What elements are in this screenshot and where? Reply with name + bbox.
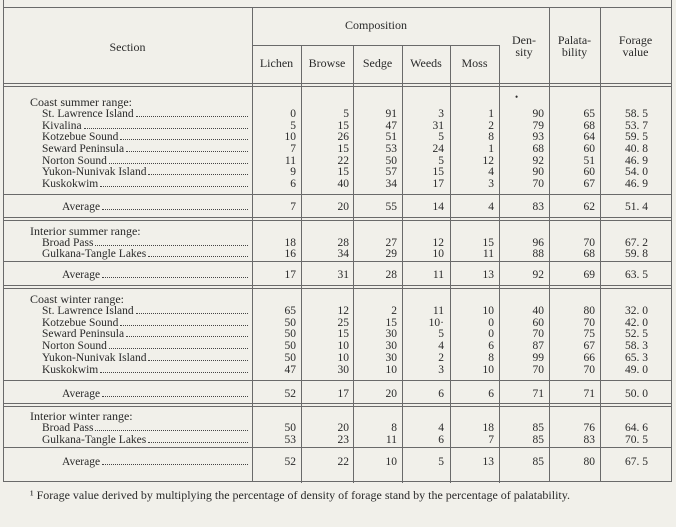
composition-header: Composition — [344, 18, 407, 32]
moss-value: 3 — [488, 178, 494, 190]
section-name: Norton Sound — [42, 340, 107, 352]
browse-value: 10 — [337, 352, 349, 364]
dot-leader — [120, 325, 248, 326]
lichen-value: 65 — [284, 305, 296, 317]
section-divider — [3, 217, 672, 221]
section-name: Seward Peninsula — [42, 328, 125, 340]
dot-leader — [148, 360, 248, 361]
browse-value: 15 — [337, 166, 349, 178]
lichen-value: 50 — [284, 352, 296, 364]
average-row — [0, 388, 676, 400]
palatability-header: Palata- bility — [557, 33, 592, 59]
table-row — [0, 305, 676, 317]
forage-value: 64. 6 — [625, 422, 648, 434]
dot-leader — [126, 336, 248, 337]
lichen-value: 16 — [284, 248, 296, 260]
dot-leader — [148, 174, 248, 175]
lichen-value: 52 — [284, 388, 296, 400]
section-name: St. Lawrence Island — [42, 305, 134, 317]
forage-value: 40. 8 — [625, 143, 648, 155]
dot-leader — [148, 442, 248, 443]
weeds-value: 10· — [428, 317, 444, 329]
weeds-value: 11 — [432, 305, 444, 317]
density-value: 87 — [532, 340, 544, 352]
lichen-value: 18 — [284, 237, 296, 249]
dot-leader — [148, 256, 248, 257]
browse-value: 28 — [337, 237, 349, 249]
average-rule — [3, 447, 672, 448]
average-rule — [3, 261, 672, 262]
forage-value: 53. 7 — [625, 120, 648, 132]
palatability-value: 70 — [583, 364, 595, 376]
density-value: 40 — [532, 305, 544, 317]
moss-value: 13 — [482, 456, 494, 468]
browse-value: 15 — [337, 328, 349, 340]
section-name: Kivalina — [42, 120, 82, 132]
sedge-value: 10 — [385, 456, 397, 468]
moss-value: 11 — [482, 248, 494, 260]
weeds-header: Weeds — [410, 56, 442, 70]
table-row — [0, 143, 676, 155]
section-name: Seward Peninsula — [42, 143, 125, 155]
forage-value: 63. 5 — [625, 269, 648, 281]
palatability-value: 76 — [583, 422, 595, 434]
moss-value: 8 — [488, 352, 494, 364]
dot-leader — [102, 396, 248, 397]
palatability-value: 70 — [583, 237, 595, 249]
weeds-value: 5 — [438, 131, 444, 143]
table-row — [0, 364, 676, 376]
forage-value: 32. 0 — [625, 305, 648, 317]
dot-leader — [120, 139, 248, 140]
moss-value: 18 — [482, 422, 494, 434]
average-label: Average — [62, 388, 101, 400]
density-value: 70 — [532, 364, 544, 376]
density-value: 71 — [532, 388, 544, 400]
density-value: 92 — [532, 155, 544, 167]
group-title: Coast summer range: — [30, 95, 132, 109]
browse-value: 34 — [337, 248, 349, 260]
dot-leader — [102, 209, 248, 210]
table-mark: • — [515, 92, 519, 102]
weeds-value: 10 — [432, 248, 444, 260]
weeds-value: 6 — [438, 388, 444, 400]
section-name: Kotzebue Sound — [42, 131, 119, 143]
sedge-value: 30 — [385, 328, 397, 340]
group-title: Interior winter range: — [30, 409, 133, 423]
sedge-value: 34 — [385, 178, 397, 190]
lichen-value: 11 — [284, 155, 296, 167]
section-name: Kuskokwim — [42, 178, 99, 190]
lichen-value: 17 — [284, 269, 296, 281]
palatability-value: 60 — [583, 166, 595, 178]
sedge-value: 30 — [385, 340, 397, 352]
lichen-value: 7 — [290, 201, 296, 213]
browse-value: 40 — [337, 178, 349, 190]
palatability-value: 83 — [583, 434, 595, 446]
weeds-value: 31 — [432, 120, 444, 132]
forage-value: 51. 4 — [625, 201, 648, 213]
frame-bottom — [3, 481, 672, 482]
average-label: Average — [62, 456, 101, 468]
moss-value: 10 — [482, 305, 494, 317]
forage-value: 46. 9 — [625, 178, 648, 190]
weeds-value: 17 — [432, 178, 444, 190]
dot-leader — [100, 186, 248, 187]
browse-value: 17 — [337, 388, 349, 400]
forage-value: 70. 5 — [625, 434, 648, 446]
weeds-value: 5 — [438, 456, 444, 468]
section-divider — [3, 403, 672, 407]
palatability-value: 66 — [583, 352, 595, 364]
frame-top — [3, 7, 672, 8]
forage-value: 50. 0 — [625, 388, 648, 400]
sedge-value: 57 — [385, 166, 397, 178]
weeds-value: 12 — [432, 237, 444, 249]
weeds-value: 14 — [432, 201, 444, 213]
dot-leader — [100, 372, 248, 373]
table-row — [0, 131, 676, 143]
moss-value: 4 — [488, 201, 494, 213]
average-rule — [3, 194, 672, 195]
dot-leader — [102, 464, 248, 465]
browse-value: 12 — [337, 305, 349, 317]
dot-leader — [136, 116, 248, 117]
forage-value: 49. 0 — [625, 364, 648, 376]
density-value: 60 — [532, 317, 544, 329]
palatability-value: 62 — [583, 201, 595, 213]
forage-value: 65. 3 — [625, 352, 648, 364]
weeds-value: 2 — [438, 352, 444, 364]
moss-value: 12 — [482, 155, 494, 167]
palatability-value: 51 — [583, 155, 595, 167]
forage-value: 67. 2 — [625, 237, 648, 249]
weeds-value: 5 — [438, 155, 444, 167]
sedge-value: 28 — [385, 269, 397, 281]
forage-value: 52. 5 — [625, 328, 648, 340]
palatability-value: 60 — [583, 143, 595, 155]
group-title: Interior summer range: — [30, 224, 141, 238]
density-value: 68 — [532, 143, 544, 155]
density-value: 70 — [532, 178, 544, 190]
density-value: 99 — [532, 352, 544, 364]
header-rule — [3, 83, 672, 87]
density-value: 85 — [532, 434, 544, 446]
palatability-value: 68 — [583, 248, 595, 260]
density-header: Den- sity — [512, 33, 536, 59]
dot-leader — [109, 163, 248, 164]
dot-leader — [102, 277, 248, 278]
table-row — [0, 340, 676, 352]
forage-value: 54. 0 — [625, 166, 648, 178]
browse-value: 20 — [337, 201, 349, 213]
section-divider — [3, 285, 672, 289]
browse-value: 25 — [337, 317, 349, 329]
browse-value: 22 — [337, 456, 349, 468]
sedge-header: Sedge — [362, 56, 393, 70]
palatability-value: 65 — [583, 108, 595, 120]
table-row — [0, 352, 676, 364]
sedge-value: 50 — [385, 155, 397, 167]
weeds-value: 11 — [432, 269, 444, 281]
lichen-value: 6 — [290, 178, 296, 190]
moss-value: 15 — [482, 237, 494, 249]
forage-value: 46. 9 — [625, 155, 648, 167]
moss-value: 7 — [488, 434, 494, 446]
sedge-value: 27 — [385, 237, 397, 249]
sedge-value: 53 — [385, 143, 397, 155]
sedge-value: 10 — [385, 364, 397, 376]
browse-value: 20 — [337, 422, 349, 434]
browse-value: 15 — [337, 143, 349, 155]
dot-leader — [95, 245, 248, 246]
average-label: Average — [62, 269, 101, 281]
moss-value: 1 — [488, 143, 494, 155]
moss-value: 0 — [488, 328, 494, 340]
palatability-value: 68 — [583, 120, 595, 132]
lichen-value: 50 — [284, 340, 296, 352]
lichen-value: 50 — [284, 317, 296, 329]
lichen-value: 7 — [290, 143, 296, 155]
browse-value: 5 — [343, 108, 349, 120]
sedge-value: 15 — [385, 317, 397, 329]
footnote: ¹ Forage value derived by multiplying the percentage of density of forage stand by the percentage of palatability. — [30, 488, 570, 502]
table-row — [0, 434, 676, 446]
moss-value: 2 — [488, 120, 494, 132]
lichen-value: 53 — [284, 434, 296, 446]
lichen-value: 10 — [284, 131, 296, 143]
lichen-value: 9 — [290, 166, 296, 178]
sedge-value: 47 — [385, 120, 397, 132]
section-name: Gulkana-Tangle Lakes — [42, 248, 147, 260]
moss-value: 6 — [488, 388, 494, 400]
density-value: 96 — [532, 237, 544, 249]
sedge-value: 30 — [385, 352, 397, 364]
section-name: Norton Sound — [42, 155, 107, 167]
forage-value: 58. 5 — [625, 108, 648, 120]
group-title: Coast winter range: — [30, 292, 124, 306]
palatability-value: 69 — [583, 269, 595, 281]
moss-value: 13 — [482, 269, 494, 281]
moss-header: Moss — [461, 56, 488, 70]
table-row — [0, 108, 676, 120]
section-name: St. Lawrence Island — [42, 108, 134, 120]
palatability-value: 80 — [583, 456, 595, 468]
forage-value: 59. 8 — [625, 248, 648, 260]
weeds-value: 24 — [432, 143, 444, 155]
palatability-value: 67 — [583, 340, 595, 352]
density-value: 93 — [532, 131, 544, 143]
palatability-value: 70 — [583, 317, 595, 329]
density-value: 79 — [532, 120, 544, 132]
table-row — [0, 422, 676, 434]
section-name: Gulkana-Tangle Lakes — [42, 434, 147, 446]
sedge-value: 11 — [385, 434, 397, 446]
moss-value: 8 — [488, 131, 494, 143]
table-row — [0, 328, 676, 340]
palatability-value: 80 — [583, 305, 595, 317]
lichen-header: Lichen — [259, 56, 294, 70]
forage-value: 42. 0 — [625, 317, 648, 329]
density-value: 83 — [532, 201, 544, 213]
forage-value: 67. 5 — [625, 456, 648, 468]
browse-value: 31 — [337, 269, 349, 281]
density-value: 70 — [532, 328, 544, 340]
moss-value: 10 — [482, 364, 494, 376]
sedge-value: 8 — [391, 422, 397, 434]
sedge-value: 20 — [385, 388, 397, 400]
weeds-value: 4 — [438, 340, 444, 352]
forage-header: Forage value — [618, 33, 653, 59]
browse-value: 22 — [337, 155, 349, 167]
section-name: Kotzebue Sound — [42, 317, 119, 329]
composition-rule — [252, 45, 500, 46]
dot-leader — [136, 313, 248, 314]
browse-value: 30 — [337, 364, 349, 376]
weeds-value: 4 — [438, 422, 444, 434]
palatability-value: 67 — [583, 178, 595, 190]
moss-value: 1 — [488, 108, 494, 120]
section-name: Kuskokwim — [42, 364, 99, 376]
average-row — [0, 269, 676, 281]
density-value: 90 — [532, 108, 544, 120]
section-name: Broad Pass — [42, 237, 94, 249]
average-label: Average — [62, 201, 101, 213]
browse-value: 23 — [337, 434, 349, 446]
browse-value: 26 — [337, 131, 349, 143]
sedge-value: 51 — [385, 131, 397, 143]
table-row — [0, 248, 676, 260]
sedge-value: 91 — [385, 108, 397, 120]
dot-leader — [84, 128, 248, 129]
section-header: Section — [109, 40, 146, 54]
section-name: Yukon-Nunivak Island — [42, 166, 147, 178]
lichen-value: 47 — [284, 364, 296, 376]
browse-value: 10 — [337, 340, 349, 352]
lichen-value: 52 — [284, 456, 296, 468]
moss-value: 4 — [488, 166, 494, 178]
weeds-value: 3 — [438, 364, 444, 376]
density-value: 88 — [532, 248, 544, 260]
average-row — [0, 456, 676, 468]
moss-value: 0 — [488, 317, 494, 329]
density-value: 85 — [532, 456, 544, 468]
palatability-value: 75 — [583, 328, 595, 340]
average-rule — [3, 380, 672, 381]
forage-value: 58. 3 — [625, 340, 648, 352]
weeds-value: 15 — [432, 166, 444, 178]
table-row — [0, 166, 676, 178]
lichen-value: 50 — [284, 328, 296, 340]
lichen-value: 5 — [290, 120, 296, 132]
density-value: 92 — [532, 269, 544, 281]
dot-leader — [95, 430, 248, 431]
dot-leader — [126, 151, 248, 152]
browse-header: Browse — [308, 56, 346, 70]
palatability-value: 71 — [583, 388, 595, 400]
sedge-value: 2 — [391, 305, 397, 317]
forage-value: 59. 5 — [625, 131, 648, 143]
dot-leader — [109, 348, 248, 349]
moss-value: 6 — [488, 340, 494, 352]
weeds-value: 5 — [438, 328, 444, 340]
section-name: Broad Pass — [42, 422, 94, 434]
section-name: Yukon-Nunivak Island — [42, 352, 147, 364]
average-row — [0, 201, 676, 213]
density-value: 85 — [532, 422, 544, 434]
sedge-value: 55 — [385, 201, 397, 213]
table-row — [0, 178, 676, 190]
lichen-value: 50 — [284, 422, 296, 434]
weeds-value: 6 — [438, 434, 444, 446]
sedge-value: 29 — [385, 248, 397, 260]
lichen-value: 0 — [290, 108, 296, 120]
density-value: 90 — [532, 166, 544, 178]
palatability-value: 64 — [583, 131, 595, 143]
browse-value: 15 — [337, 120, 349, 132]
weeds-value: 3 — [438, 108, 444, 120]
